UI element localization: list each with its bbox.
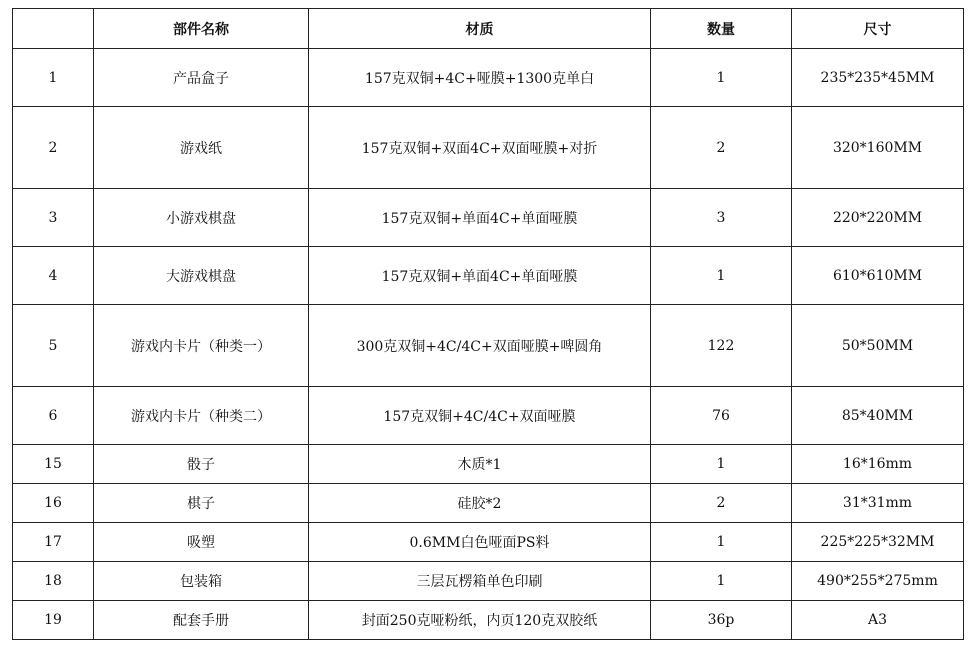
cell-size: 320*160MM xyxy=(792,107,964,189)
cell-quantity: 122 xyxy=(651,305,792,387)
cell-quantity: 1 xyxy=(651,562,792,601)
cell-part-name: 小游戏棋盘 xyxy=(94,189,309,247)
cell-part-name: 游戏纸 xyxy=(94,107,309,189)
header-index xyxy=(13,9,94,49)
header-quantity: 数量 xyxy=(651,9,792,49)
cell-material: 157克双铜+4C/4C+双面哑膜 xyxy=(309,387,651,445)
table-row xyxy=(13,387,964,445)
cell-size: 85*40MM xyxy=(792,387,964,445)
cell-index: 1 xyxy=(13,49,94,107)
cell-part-name: 配套手册 xyxy=(94,601,309,640)
table-row xyxy=(13,49,964,107)
cell-size: 235*235*45MM xyxy=(792,49,964,107)
table-row xyxy=(13,484,964,523)
cell-material: 157克双铜+4C+哑膜+1300克单白 xyxy=(309,49,651,107)
cell-material: 硅胶*2 xyxy=(309,484,651,523)
table-row xyxy=(13,305,964,387)
cell-size: 610*610MM xyxy=(792,247,964,305)
cell-quantity: 76 xyxy=(651,387,792,445)
cell-part-name: 骰子 xyxy=(94,445,309,484)
cell-part-name: 游戏内卡片（种类一） xyxy=(94,305,309,387)
cell-size: A3 xyxy=(792,601,964,640)
cell-material: 0.6MM白色哑面PS料 xyxy=(309,523,651,562)
cell-size: 225*225*32MM xyxy=(792,523,964,562)
header-size: 尺寸 xyxy=(792,9,964,49)
cell-index: 4 xyxy=(13,247,94,305)
table-row xyxy=(13,601,964,640)
cell-material: 157克双铜+单面4C+单面哑膜 xyxy=(309,247,651,305)
cell-size: 50*50MM xyxy=(792,305,964,387)
cell-index: 19 xyxy=(13,601,94,640)
cell-quantity: 36p xyxy=(651,601,792,640)
cell-part-name: 棋子 xyxy=(94,484,309,523)
table-row xyxy=(13,107,964,189)
header-material: 材质 xyxy=(309,9,651,49)
cell-size: 490*255*275mm xyxy=(792,562,964,601)
cell-part-name: 游戏内卡片（种类二） xyxy=(94,387,309,445)
cell-material: 三层瓦楞箱单色印刷 xyxy=(309,562,651,601)
cell-material: 封面250克哑粉纸，内页120克双胶纸 xyxy=(309,601,651,640)
cell-material: 157克双铜+双面4C+双面哑膜+对折 xyxy=(309,107,651,189)
cell-quantity: 1 xyxy=(651,49,792,107)
cell-quantity: 2 xyxy=(651,107,792,189)
table-row xyxy=(13,445,964,484)
cell-index: 2 xyxy=(13,107,94,189)
table-row xyxy=(13,562,964,601)
table-row xyxy=(13,247,964,305)
cell-index: 17 xyxy=(13,523,94,562)
cell-index: 5 xyxy=(13,305,94,387)
cell-index: 18 xyxy=(13,562,94,601)
cell-index: 3 xyxy=(13,189,94,247)
cell-quantity: 1 xyxy=(651,445,792,484)
cell-material: 157克双铜+单面4C+单面哑膜 xyxy=(309,189,651,247)
cell-index: 16 xyxy=(13,484,94,523)
cell-size: 16*16mm xyxy=(792,445,964,484)
cell-part-name: 包装箱 xyxy=(94,562,309,601)
cell-material: 300克双铜+4C/4C+双面哑膜+啤圆角 xyxy=(309,305,651,387)
cell-part-name: 吸塑 xyxy=(94,523,309,562)
cell-quantity: 1 xyxy=(651,523,792,562)
cell-quantity: 1 xyxy=(651,247,792,305)
cell-quantity: 2 xyxy=(651,484,792,523)
cell-index: 15 xyxy=(13,445,94,484)
cell-size: 220*220MM xyxy=(792,189,964,247)
cell-index: 6 xyxy=(13,387,94,445)
table-row xyxy=(13,523,964,562)
cell-size: 31*31mm xyxy=(792,484,964,523)
cell-part-name: 大游戏棋盘 xyxy=(94,247,309,305)
cell-material: 木质*1 xyxy=(309,445,651,484)
cell-quantity: 3 xyxy=(651,189,792,247)
cell-part-name: 产品盒子 xyxy=(94,49,309,107)
header-row xyxy=(13,9,964,49)
header-part-name: 部件名称 xyxy=(94,9,309,49)
parts-spec-table xyxy=(12,8,964,640)
table-row xyxy=(13,189,964,247)
